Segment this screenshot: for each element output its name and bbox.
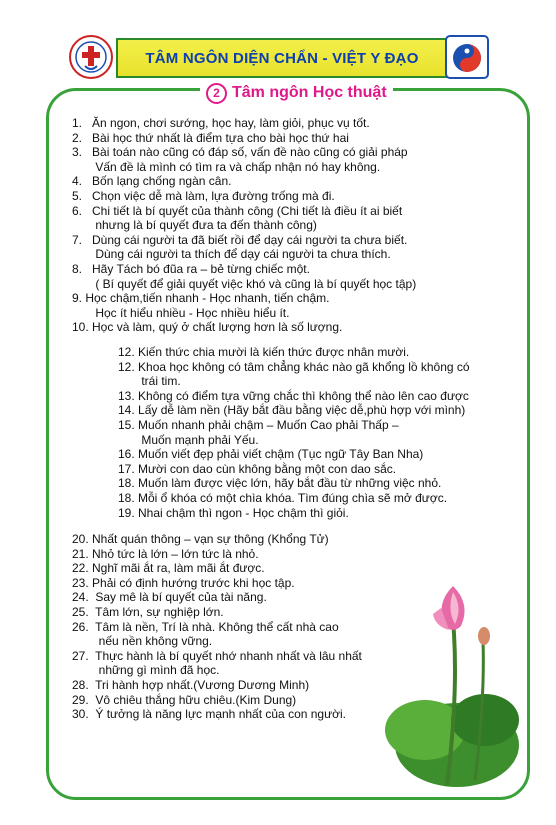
principle-line: 18. Muốn làm được việc lớn, hãy bắt đầu từ những việc nhỏ.	[118, 476, 442, 491]
section-subtitle	[200, 82, 393, 104]
principle-line: 10. Học và làm, quý ở chất lượng hơn là số lượng.	[72, 320, 343, 335]
principle-line: 26. Tâm là nền, Trí là nhà. Không thể cất nhà cao	[72, 619, 339, 634]
principle-line: ( Bí quyết để giải quyết việc khó và cũng là bí quyết học tập)	[72, 276, 417, 291]
principle-line: 6. Chi tiết là bí quyết của thành công (Chi tiết là điều ít ai biết	[72, 203, 403, 218]
principles-list-3	[72, 532, 362, 722]
section-subtitle-text: Tâm ngôn Học thuật	[232, 84, 387, 101]
principle-line: 1. Ăn ngon, chơi sướng, học hay, làm giỏi, phục vụ tốt.	[72, 116, 370, 130]
principles-list-2	[118, 345, 470, 520]
principle-line: 19. Nhai chậm thì ngon - Học chậm thì giỏi.	[118, 505, 349, 520]
principle-line: 23. Phải có định hướng trước khi học tập.	[72, 575, 295, 590]
principle-line: Vấn đề là mình có tìm ra và chấp nhận nó hay không.	[72, 159, 381, 174]
principle-line: 20. Nhất quán thông – vạn sự thông (Khổng Tử)	[72, 532, 329, 546]
principle-line: 30. Ý tưởng là năng lực mạnh nhất của con người.	[72, 707, 346, 722]
principles-list-1	[72, 116, 416, 335]
principle-line: 22. Nghĩ mãi ắt ra, làm mãi ắt được.	[72, 561, 265, 576]
principle-line: 2. Bài học thứ nhất là điểm tựa cho bài học thứ hai	[72, 130, 349, 145]
viet-y-dao-logo-icon	[444, 34, 490, 80]
principle-line: 9. Học chậm,tiến nhanh - Học nhanh, tiến chậm.	[72, 291, 330, 306]
principle-line: 14. Lấy dễ làm nền (Hãy bắt đầu bằng việc dễ,phù hợp với mình)	[118, 403, 466, 418]
principle-line: 8. Hãy Tách bó đũa ra – bẻ từng chiếc một.	[72, 261, 310, 276]
principle-line: 12. Kiến thức chia mười là kiến thức được nhân mười.	[118, 345, 410, 359]
principle-line: 12. Khoa học không có tâm chẳng khác nào gã khổng lồ không có	[118, 359, 470, 374]
principle-line: 3. Bài toán nào cũng có đáp số, vấn đề nào cũng có giải pháp	[72, 145, 408, 160]
principle-line: 16. Muốn viết đẹp phải viết chậm (Tục ngữ Tây Ban Nha)	[118, 447, 424, 462]
principle-line: 4. Bốn lạng chống ngàn cân.	[72, 174, 232, 189]
principle-line: 5. Chọn việc dễ mà làm, lựa đường trống mà đi.	[72, 188, 335, 203]
principle-line: 28. Tri hành hợp nhất.(Vương Dương Minh)	[72, 677, 310, 692]
principle-line: 25. Tâm lớn, sự nghiệp lớn.	[72, 604, 224, 619]
lotus-flower-icon	[385, 580, 523, 790]
principle-line: 7. Dùng cái người ta đã biết rồi để dạy cái người ta chưa biết.	[72, 232, 408, 247]
principle-line: 15. Muốn nhanh phải chậm – Muốn Cao phải Thấp –	[118, 417, 399, 432]
principle-line: 27. Thực hành là bí quyết nhớ nhanh nhất và lâu nhất	[72, 648, 362, 663]
principle-line: trái tim.	[118, 374, 181, 389]
principle-line: những gì mình đã học.	[72, 663, 220, 678]
principle-line: Dùng cái người ta thích để dạy cái người ta chưa thích.	[72, 247, 391, 262]
section-number-badge: 2	[206, 83, 227, 104]
principle-line: Học ít hiểu nhiều - Học nhiều hiểu ít.	[72, 305, 290, 320]
principle-line: nhưng là bí quyết đưa ta đến thành công)	[72, 218, 317, 233]
page-title: TÂM NGÔN DIỆN CHẨN - VIỆT Y ĐẠO	[116, 38, 448, 78]
principle-line: 17. Mười con dao cùn không bằng một con dao sắc.	[118, 461, 397, 476]
school-logo-icon	[68, 34, 114, 80]
principle-line: 21. Nhỏ tức là lớn – lớn tức là nhỏ.	[72, 546, 259, 561]
principle-line: 18. Mỗi ổ khóa có một chìa khóa. Tìm đúng chìa sẽ mở được.	[118, 490, 448, 505]
principle-line: nếu nền không vững.	[72, 634, 213, 649]
principle-line: 13. Không có điểm tựa vững chắc thì không thể nào lên cao được	[118, 388, 469, 403]
principle-line: 24. Say mê là bí quyết của tài năng.	[72, 590, 267, 605]
principle-line: Muốn mạnh phải Yếu.	[118, 432, 259, 447]
principle-line: 29. Vô chiêu thắng hữu chiêu.(Kim Dung)	[72, 692, 297, 707]
